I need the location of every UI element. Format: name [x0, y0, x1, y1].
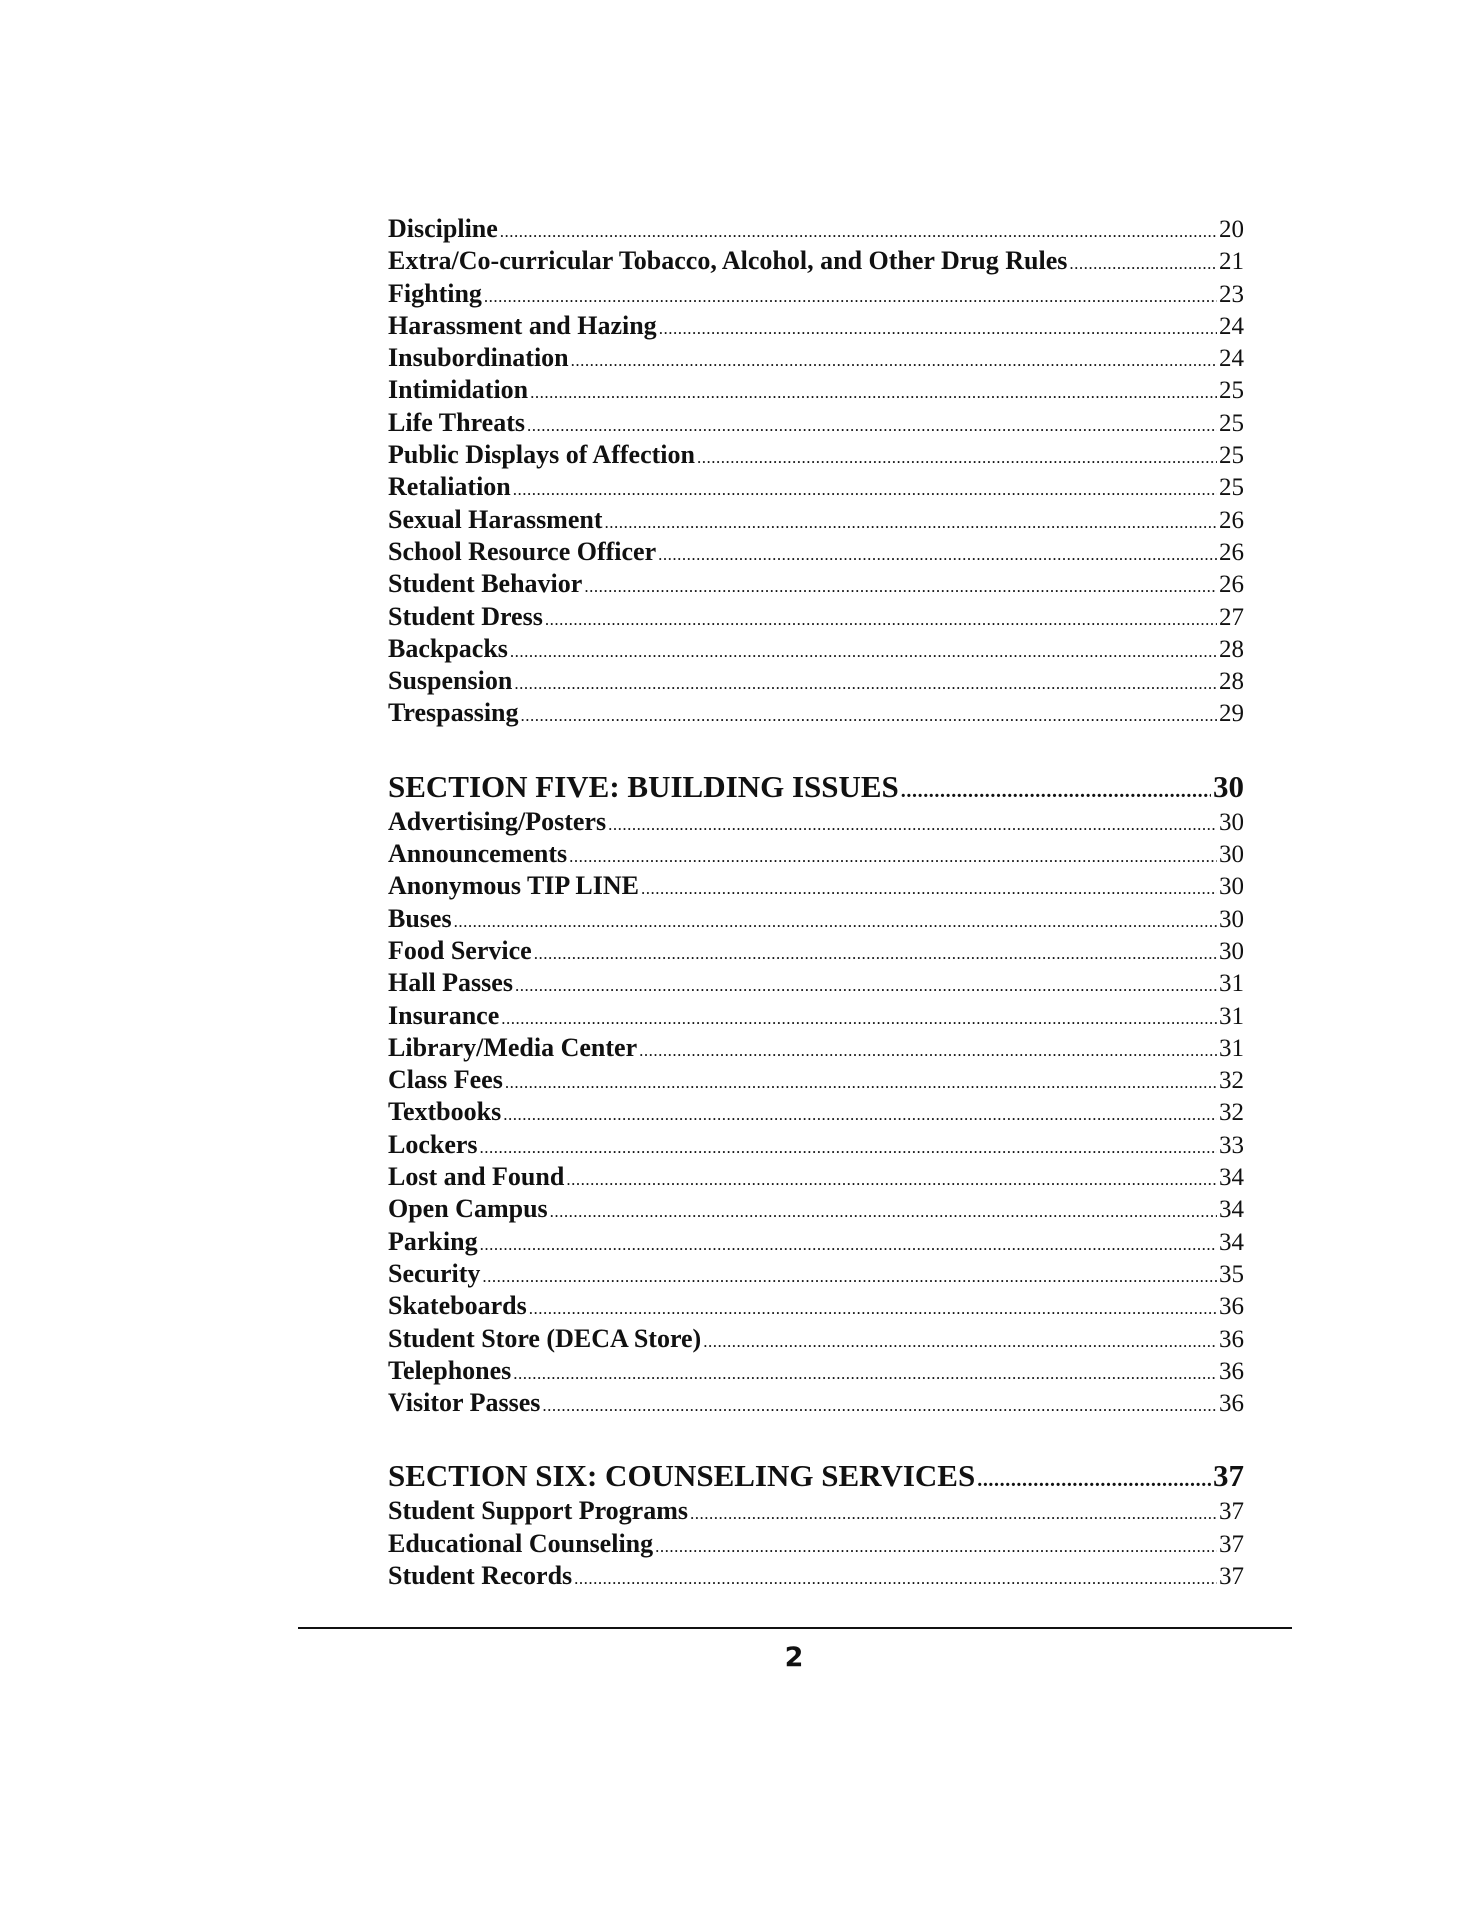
toc-entry[interactable]: [388, 698, 1244, 730]
dot-leader: [655, 1537, 1217, 1557]
toc-entry-title: Open Campus: [388, 1194, 548, 1224]
toc-entry-title: Food Service: [388, 935, 532, 965]
toc-entry-title: Student Support Programs: [388, 1496, 689, 1526]
toc-entry-title: School Resource Officer: [388, 536, 657, 566]
dot-leader: [484, 287, 1217, 307]
dot-leader: [1069, 254, 1217, 274]
dot-leader: [503, 1105, 1217, 1125]
dot-leader: [454, 912, 1217, 932]
toc-entry-page-number: 25: [1219, 409, 1244, 437]
toc-block-discipline: [388, 214, 1244, 731]
toc-entry-title: Public Displays of Affection: [388, 440, 695, 470]
toc-entry[interactable]: [388, 1130, 1244, 1162]
dot-leader: [515, 976, 1217, 996]
toc-entry-page-number: 31: [1219, 970, 1244, 998]
toc-entry[interactable]: [388, 1194, 1244, 1226]
toc-entry-title: Library/Media Center: [388, 1032, 638, 1062]
toc-entry-title: Harassment and Hazing: [388, 310, 657, 340]
dot-leader: [703, 1332, 1217, 1352]
toc-entry-page-number: 21: [1219, 248, 1244, 276]
dot-leader: [550, 1202, 1217, 1222]
section-five-heading[interactable]: [388, 769, 1244, 807]
toc-entry-title: Intimidation: [388, 375, 529, 405]
toc-entry[interactable]: [388, 839, 1244, 871]
toc-entry-page-number: 23: [1219, 280, 1244, 308]
dot-leader: [658, 545, 1217, 565]
toc-entry-page-number: 33: [1219, 1131, 1244, 1159]
toc-entry[interactable]: [388, 311, 1244, 343]
toc-entry-title: Insurance: [388, 1000, 500, 1030]
toc-entry[interactable]: [388, 505, 1244, 537]
dot-leader: [500, 222, 1217, 242]
toc-entry[interactable]: [388, 537, 1244, 569]
toc-entry-page-number: 24: [1219, 312, 1244, 340]
toc-entry-title: Advertising/Posters: [388, 806, 607, 836]
toc-entry-title: Fighting: [388, 278, 482, 308]
toc-entry-page-number: 20: [1219, 216, 1244, 243]
toc-entry-title: Hall Passes: [388, 968, 513, 998]
toc-entry[interactable]: [388, 936, 1244, 968]
toc-entry[interactable]: [388, 569, 1244, 601]
dot-leader: [584, 577, 1217, 597]
toc-entry-title: Anonymous TIP LINE: [388, 871, 639, 901]
dot-leader: [529, 1299, 1217, 1319]
footer-divider: [298, 1627, 1292, 1629]
toc-entry[interactable]: [388, 408, 1244, 440]
toc-entry[interactable]: [388, 1496, 1244, 1528]
toc-entry[interactable]: [388, 1388, 1244, 1420]
dot-leader: [545, 610, 1217, 630]
toc-entry-title: Student Store (DECA Store): [388, 1323, 702, 1353]
dot-leader: [542, 1396, 1217, 1416]
section-five-entries: [388, 807, 1244, 1421]
table-of-contents: [388, 214, 1244, 1593]
toc-entry-title: Discipline: [388, 214, 498, 243]
toc-entry-page-number: 35: [1219, 1260, 1244, 1288]
toc-entry-title: Retaliation: [388, 472, 511, 502]
dot-leader: [510, 642, 1217, 662]
toc-entry-title: Suspension: [388, 666, 513, 696]
toc-entry-page-number: 37: [1219, 1562, 1244, 1590]
toc-entry-page-number: 32: [1219, 1067, 1244, 1095]
toc-entry[interactable]: [388, 472, 1244, 504]
toc-entry-page-number: 26: [1219, 506, 1244, 534]
section-six-heading[interactable]: [388, 1458, 1244, 1496]
toc-entry-title: Extra/Co-curricular Tobacco, Alcohol, and Other Drug Rules: [388, 246, 1068, 276]
dot-leader: [639, 1041, 1217, 1061]
toc-entry[interactable]: [388, 807, 1244, 839]
toc-entry[interactable]: [388, 1001, 1244, 1033]
toc-entry-title: Parking: [388, 1226, 478, 1256]
toc-entry[interactable]: [388, 1291, 1244, 1323]
toc-entry-title: Textbooks: [388, 1097, 502, 1127]
toc-entry-page-number: 31: [1219, 1002, 1244, 1030]
toc-entry-page-number: 32: [1219, 1099, 1244, 1127]
toc-entry[interactable]: [388, 1227, 1244, 1259]
toc-entry-page-number: 28: [1219, 668, 1244, 696]
toc-entry-page-number: 30: [1219, 873, 1244, 901]
dot-leader: [605, 513, 1218, 533]
dot-leader: [574, 1569, 1217, 1589]
toc-entry-title: Life Threats: [388, 407, 525, 437]
section-page-number: 30: [1213, 768, 1244, 804]
dot-leader: [482, 1267, 1217, 1287]
toc-entry-page-number: 29: [1219, 700, 1244, 728]
toc-entry[interactable]: [388, 666, 1244, 698]
dot-leader: [690, 1504, 1217, 1524]
dot-leader: [530, 383, 1217, 403]
toc-entry-page-number: 26: [1219, 538, 1244, 566]
dot-leader: [566, 1170, 1217, 1190]
toc-entry[interactable]: [388, 1529, 1244, 1561]
dot-leader: [521, 706, 1217, 726]
toc-entry-title: Educational Counseling: [388, 1528, 654, 1558]
toc-entry-page-number: 30: [1219, 808, 1244, 836]
toc-entry-title: Visitor Passes: [388, 1388, 541, 1418]
toc-entry-page-number: 25: [1219, 377, 1244, 405]
toc-entry[interactable]: [388, 871, 1244, 903]
toc-entry[interactable]: [388, 1097, 1244, 1129]
toc-entry[interactable]: [388, 1033, 1244, 1065]
toc-entry-title: Trespassing: [388, 698, 519, 728]
toc-entry-title: Announcements: [388, 839, 568, 869]
toc-entry-title: Class Fees: [388, 1065, 503, 1095]
toc-entry[interactable]: [388, 246, 1244, 278]
toc-entry[interactable]: [388, 1356, 1244, 1388]
section-title: SECTION SIX: COUNSELING SERVICES: [388, 1458, 976, 1494]
dot-leader: [513, 480, 1217, 500]
toc-entry-title: Student Behavior: [388, 569, 583, 599]
toc-entry[interactable]: [388, 1065, 1244, 1097]
toc-entry[interactable]: [388, 1259, 1244, 1291]
dot-leader: [505, 1073, 1217, 1093]
toc-entry-title: Lost and Found: [388, 1162, 565, 1192]
dot-leader: [480, 1138, 1217, 1158]
toc-entry-page-number: 34: [1219, 1228, 1244, 1256]
section-page-number: 37: [1213, 1458, 1244, 1494]
toc-entry[interactable]: [388, 214, 1244, 246]
toc-entry[interactable]: [388, 279, 1244, 311]
page-number: 2: [784, 1642, 804, 1673]
dot-leader: [901, 780, 1211, 803]
dot-leader: [977, 1469, 1211, 1492]
toc-entry-title: Skateboards: [388, 1291, 527, 1321]
dot-leader: [569, 847, 1217, 867]
toc-entry-title: Student Records: [388, 1560, 573, 1590]
dot-leader: [513, 1364, 1217, 1384]
toc-entry[interactable]: [388, 634, 1244, 666]
dot-leader: [641, 879, 1217, 899]
toc-entry-title: Telephones: [388, 1355, 512, 1385]
toc-entry-page-number: 25: [1219, 474, 1244, 502]
dot-leader: [659, 319, 1217, 339]
dot-leader: [501, 1009, 1217, 1029]
toc-entry-page-number: 36: [1219, 1325, 1244, 1353]
toc-entry-page-number: 31: [1219, 1034, 1244, 1062]
toc-entry-page-number: 27: [1219, 603, 1244, 631]
toc-entry-page-number: 25: [1219, 442, 1244, 470]
toc-entry-page-number: 30: [1219, 905, 1244, 933]
dot-leader: [527, 416, 1217, 436]
toc-entry-title: Security: [388, 1258, 481, 1288]
toc-entry-page-number: 26: [1219, 571, 1244, 599]
toc-entry-page-number: 30: [1219, 937, 1244, 965]
toc-entry-page-number: 36: [1219, 1357, 1244, 1385]
toc-entry-page-number: 36: [1219, 1293, 1244, 1321]
dot-leader: [608, 815, 1217, 835]
toc-entry-page-number: 36: [1219, 1390, 1244, 1418]
toc-entry-title: Sexual Harassment: [388, 504, 603, 534]
dot-leader: [697, 448, 1217, 468]
toc-entry-title: Buses: [388, 903, 452, 933]
toc-entry[interactable]: [388, 1324, 1244, 1356]
section-six-entries: [388, 1496, 1244, 1593]
toc-entry[interactable]: [388, 1162, 1244, 1194]
dot-leader: [480, 1235, 1217, 1255]
toc-entry-title: Backpacks: [388, 633, 508, 663]
toc-entry[interactable]: [388, 375, 1244, 407]
toc-entry[interactable]: [388, 968, 1244, 1000]
dot-leader: [534, 944, 1217, 964]
toc-entry-title: Lockers: [388, 1129, 478, 1159]
toc-entry[interactable]: [388, 343, 1244, 375]
toc-entry-page-number: 28: [1219, 635, 1244, 663]
toc-entry[interactable]: [388, 1561, 1244, 1593]
toc-entry-title: Student Dress: [388, 601, 543, 631]
dot-leader: [571, 351, 1217, 371]
toc-entry-page-number: 24: [1219, 345, 1244, 373]
toc-entry-page-number: 37: [1219, 1498, 1244, 1526]
toc-entry-page-number: 34: [1219, 1196, 1244, 1224]
toc-entry-page-number: 34: [1219, 1164, 1244, 1192]
toc-entry-page-number: 37: [1219, 1530, 1244, 1558]
toc-entry[interactable]: [388, 440, 1244, 472]
toc-entry[interactable]: [388, 602, 1244, 634]
dot-leader: [514, 674, 1217, 694]
section-title: SECTION FIVE: BUILDING ISSUES: [388, 768, 899, 804]
toc-entry-page-number: 30: [1219, 841, 1244, 869]
toc-entry-title: Insubordination: [388, 343, 569, 373]
toc-entry[interactable]: [388, 904, 1244, 936]
